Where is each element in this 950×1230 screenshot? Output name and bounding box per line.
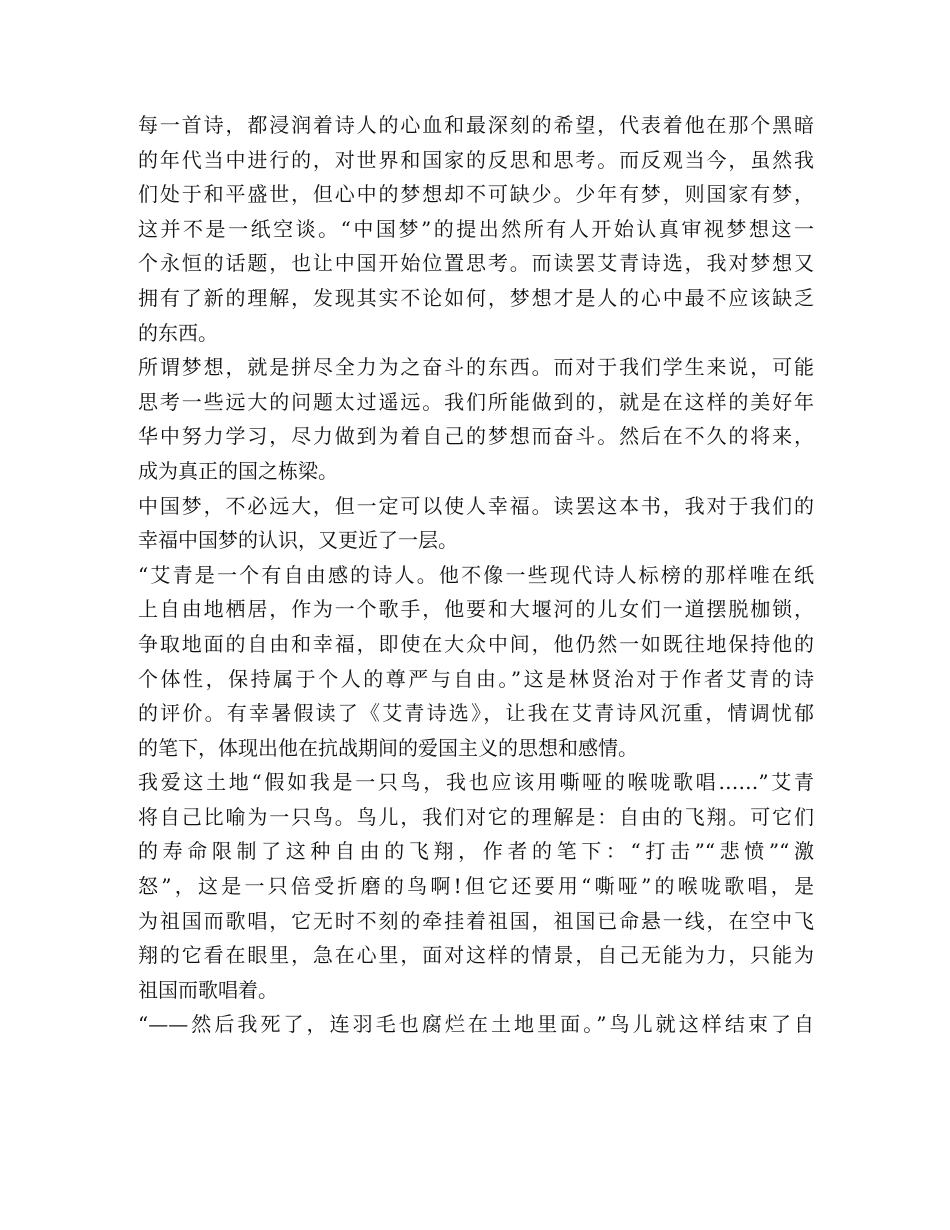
text-line: 祖国而歌唱着。 — [138, 977, 278, 1002]
text-line: 这并不是一纸空谈。“中国梦”的提出然所有人开始认真审视梦想这一 — [138, 216, 814, 241]
text-line: 上自由地栖居，作为一个歌手，他要和大堰河的儿女们一道摆脱枷锁， — [138, 597, 814, 622]
text-line: 的寿命限制了这种自由的飞翔，作者的笔下：“打击”“悲愤”“激 — [138, 839, 814, 864]
text-line: 的笔下，体现出他在抗战期间的爱国主义的思想和感情。 — [138, 735, 638, 760]
text-line: 翔的它看在眼里，急在心里，面对这样的情景，自己无能为力，只能为 — [138, 943, 814, 968]
text-line: 个永恒的话题，也让中国开始位置思考。而读罢艾青诗选，我对梦想又 — [138, 251, 814, 276]
text-line: 争取地面的自由和幸福，即使在大众中间，他仍然一如既往地保持他的 — [138, 631, 814, 656]
document-body — [138, 108, 814, 1042]
text-line: 拥有了新的理解，发现其实不论如何，梦想才是人的心中最不应该缺乏 — [138, 285, 814, 310]
text-line: 我爱这土地“假如我是一只鸟，我也应该用嘶哑的喉咙歌唱……”艾青 — [138, 770, 814, 795]
text-line: 华中努力学习，尽力做到为着自己的梦想而奋斗。然后在不久的将来， — [138, 424, 814, 449]
text-line: 个体性，保持属于个人的尊严与自由。”这是林贤治对于作者艾青的诗 — [138, 666, 814, 691]
text-line: 幸福中国梦的认识，又更近了一层。 — [138, 528, 458, 553]
text-line: 所谓梦想，就是拼尽全力为之奋斗的东西。而对于我们学生来说，可能 — [138, 355, 814, 380]
text-line: 为祖国而歌唱，它无时不刻的牵挂着祖国，祖国已命悬一线，在空中飞 — [138, 908, 814, 933]
text-line: 中国梦，不必远大，但一定可以使人幸福。读罢这本书，我对于我们的 — [138, 493, 814, 518]
text-line: 的年代当中进行的，对世界和国家的反思和思考。而反观当今，虽然我 — [138, 147, 814, 172]
text-line: 将自己比喻为一只鸟。鸟儿，我们对它的理解是：自由的飞翔。可它们 — [138, 804, 814, 829]
text-line: “艾青是一个有自由感的诗人。他不像一些现代诗人标榜的那样唯在纸 — [138, 562, 814, 587]
text-line: 的评价。有幸暑假读了《艾青诗选》，让我在艾青诗风沉重，情调忧郁 — [138, 701, 814, 726]
text-line: 的东西。 — [138, 320, 218, 345]
text-line: 成为真正的国之栋梁。 — [138, 458, 338, 483]
text-line: 思考一些远大的问题太过遥远。我们所能做到的，就是在这样的美好年 — [138, 389, 814, 414]
text-line: “——然后我死了，连羽毛也腐烂在土地里面。”鸟儿就这样结束了自 — [138, 1012, 814, 1037]
text-line: 怒”，这是一只倍受折磨的鸟啊!但它还要用“嘶哑”的喉咙歌唱，是 — [138, 874, 814, 899]
text-line: 们处于和平盛世，但心中的梦想却不可缺少。少年有梦，则国家有梦， — [138, 182, 814, 207]
text-line: 每一首诗，都浸润着诗人的心血和最深刻的希望，代表着他在那个黑暗 — [138, 113, 814, 137]
